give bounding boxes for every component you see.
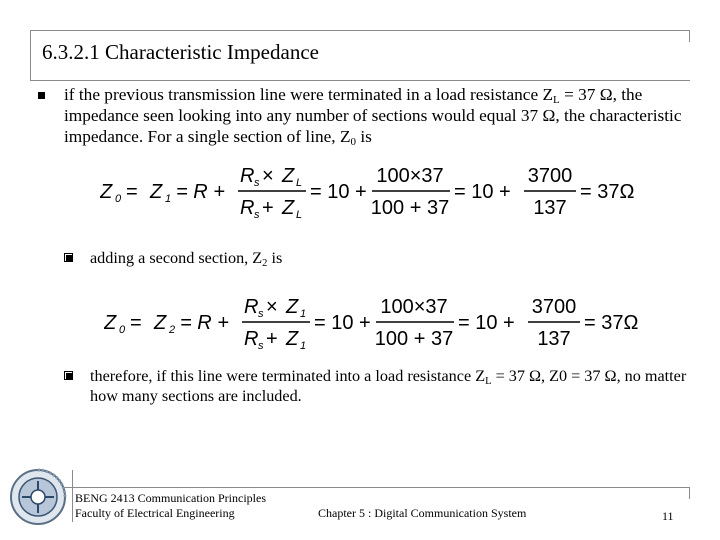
eq2-f1d-1: 1 (300, 340, 307, 352)
footer-chapter: Chapter 5 : Digital Communication System (318, 506, 527, 520)
equation-second-section (104, 291, 664, 353)
eq2-lhs-eq: = (130, 312, 142, 334)
eq1-f1d-op: + (262, 197, 274, 219)
eq2-f1d-op: + (266, 328, 278, 350)
frame-top-tick (689, 30, 690, 42)
eq1-lhs-z1: Z (150, 181, 163, 203)
eq1-f1n-r: R (240, 165, 255, 187)
eq1-lhs-r: = R + (176, 181, 225, 203)
hollow-square-bullet-icon (64, 371, 73, 380)
footer-faculty: Faculty of Electrical Engineering (75, 506, 235, 520)
eq2-lhs-sub2: 2 (169, 324, 176, 336)
footer-tick (689, 487, 690, 499)
eq1-f1n-l: L (296, 177, 303, 189)
eq2-f1n-1: 1 (300, 308, 307, 320)
eq2-f1n-op: × (266, 296, 278, 318)
eq1-mid2: = 10 + (454, 181, 511, 203)
eq2-lhs-z: Z (104, 312, 117, 334)
bullet-paragraph: if the previous transmission line were terminated in a load resistance $Z_L = 37$ Ω, the impedance seen looking into any number of sections would equal 37 Ω, the characteristic impedance. For a single section of line, $Z_0$ is (64, 85, 682, 148)
eq1-f2-den: 100 + 37 (370, 197, 450, 219)
eq2-lhs-sub0: 0 (119, 324, 126, 336)
eq2-mid2: = 10 + (458, 312, 515, 334)
university-seal-icon (8, 466, 68, 528)
frame-top-rule (30, 30, 690, 31)
eq2-f2-num: 100×37 (380, 296, 448, 318)
eq2-f1d-s: s (258, 340, 264, 352)
eq2-mid1: = 10 + (314, 312, 371, 334)
page-number: 11 (662, 509, 674, 523)
eq1-f2-num: 100×37 (376, 165, 444, 187)
eq1-f1d-s: s (254, 209, 260, 221)
eq2-lhs-z2: Z (154, 312, 167, 334)
title-underline (30, 80, 690, 81)
eq2-f1n-r: R (244, 296, 259, 318)
eq1-f1d-r: R (240, 197, 255, 219)
eq2-f1n-s: s (258, 308, 264, 320)
eq1-f1d-l: L (296, 209, 303, 221)
eq2-f2-den: 100 + 37 (374, 328, 454, 350)
eq1-mid1: = 10 + (310, 181, 367, 203)
equation-single-section (100, 160, 660, 222)
eq1-f1n-op: × (262, 165, 274, 187)
slide-title: 6.3.2.1 Characteristic Impedance (42, 40, 319, 64)
eq2-f3-den: 137 (537, 328, 571, 350)
eq1-lhs-z: Z (100, 181, 113, 203)
eq2-f1d-z: Z (286, 328, 299, 350)
eq1-result: = 37Ω (580, 181, 635, 203)
sub-bullet-conclusion: therefore, if this line were terminated into a load resistance $Z_L = 37$ Ω, Z0 = 37 Ω, no matter how many sections are included. (90, 367, 687, 405)
footer-rule (30, 487, 690, 488)
sub-bullet-second-section: adding a second section, $Z_2$ is (90, 249, 283, 269)
eq1-lhs-sub1: 1 (165, 193, 172, 205)
footer-divider (72, 470, 73, 522)
hollow-square-bullet-icon (64, 253, 73, 262)
eq1-f3-den: 137 (533, 197, 567, 219)
eq1-f1d-z: Z (282, 197, 295, 219)
footer-course: BENG 2413 Communication Principles (75, 491, 266, 505)
eq2-f3-num: 3700 (531, 296, 577, 318)
eq1-lhs-eq: = (126, 181, 138, 203)
eq1-lhs-sub0: 0 (115, 193, 122, 205)
eq1-f1n-s: s (254, 177, 260, 189)
square-bullet-icon (38, 92, 45, 99)
eq2-f1d-r: R (244, 328, 259, 350)
frame-left-rule (30, 30, 31, 80)
eq2-lhs-r: = R + (180, 312, 229, 334)
eq1-f1n-z: Z (282, 165, 295, 187)
eq2-f1n-z: Z (286, 296, 299, 318)
eq2-result: = 37Ω (584, 312, 639, 334)
eq1-f3-num: 3700 (527, 165, 573, 187)
